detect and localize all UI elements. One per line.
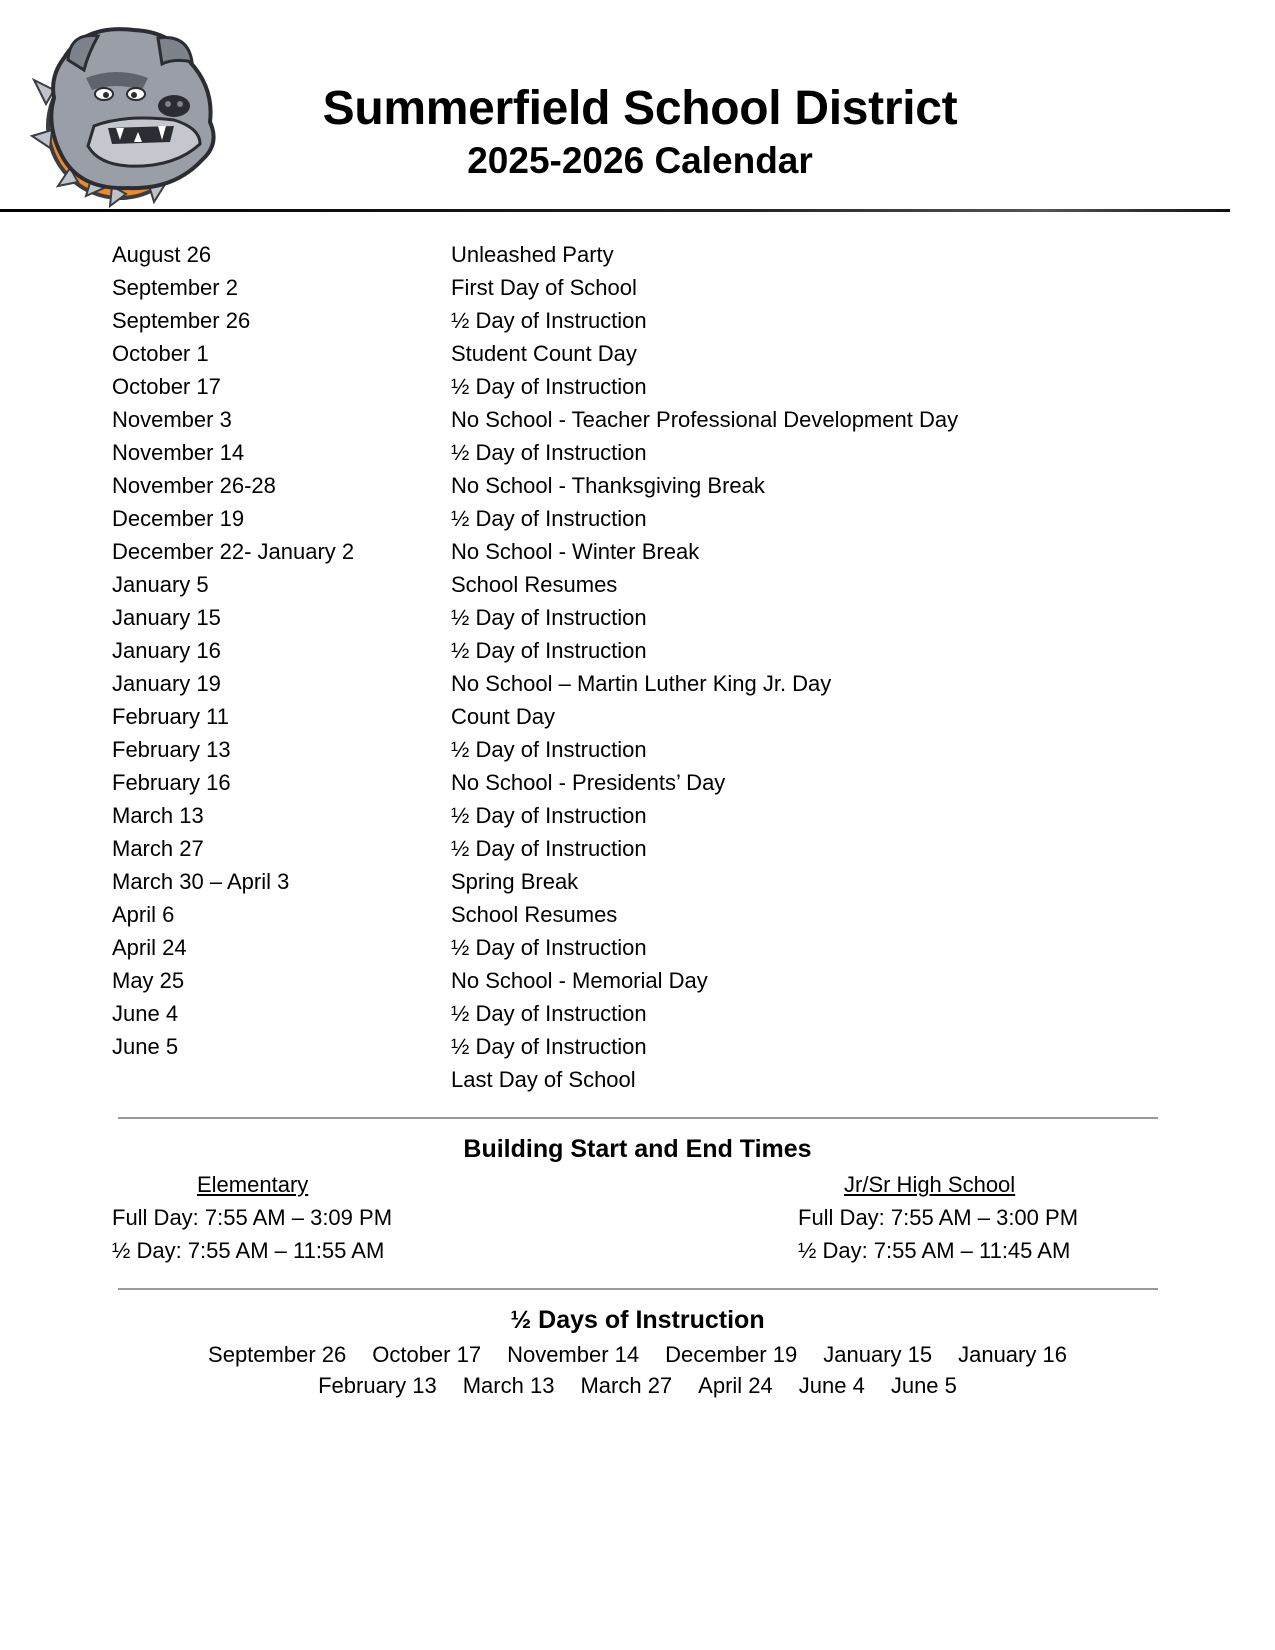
event-description: No School - Teacher Professional Development Day: [451, 407, 959, 432]
event-row: [112, 403, 1152, 436]
event-date: November 26-28: [112, 473, 276, 498]
half-day-date: April 24: [698, 1373, 773, 1398]
event-row: [112, 1063, 1152, 1096]
half-days-heading: ½ Days of Instruction: [510, 1306, 765, 1334]
building-times-heading: Building Start and End Times: [463, 1135, 812, 1163]
event-date: April 6: [112, 902, 175, 927]
event-row: [112, 634, 1152, 667]
event-date: February 11: [112, 704, 229, 729]
event-date: March 27: [112, 836, 204, 861]
event-description: No School - Winter Break: [451, 539, 700, 564]
event-date: September 26: [112, 308, 251, 333]
event-description: Spring Break: [451, 869, 579, 894]
half-day-date: February 13: [318, 1373, 437, 1398]
event-row: [112, 271, 1152, 304]
event-date: June 4: [112, 1001, 179, 1026]
event-date: April 24: [112, 935, 187, 960]
event-date: November 14: [112, 440, 245, 465]
event-description: ½ Day of Instruction: [451, 737, 647, 762]
event-date: October 1: [112, 341, 209, 366]
event-row: [112, 601, 1152, 634]
event-description: ½ Day of Instruction: [451, 638, 647, 663]
event-description: ½ Day of Instruction: [451, 1001, 647, 1026]
event-row: [112, 766, 1152, 799]
event-row: [112, 436, 1152, 469]
event-date: March 13: [112, 803, 204, 828]
event-description: School Resumes: [451, 572, 618, 597]
event-date: August 26: [112, 242, 212, 267]
event-description: Count Day: [451, 704, 555, 729]
event-date: March 30 – April 3: [112, 869, 290, 894]
event-description: School Resumes: [451, 902, 618, 927]
event-row: [112, 502, 1152, 535]
event-row: [112, 898, 1152, 931]
event-row: [112, 469, 1152, 502]
event-date: September 2: [112, 275, 238, 300]
high-school-label: Jr/Sr High School: [844, 1172, 1016, 1197]
event-description: ½ Day of Instruction: [451, 836, 647, 861]
half-day-date: January 15: [823, 1342, 933, 1367]
elementary-full-day: Full Day: 7:55 AM – 3:09 PM: [112, 1205, 393, 1230]
section-divider: [118, 1117, 1158, 1119]
high-school-full-day: Full Day: 7:55 AM – 3:00 PM: [798, 1205, 1079, 1230]
event-row: [112, 997, 1152, 1030]
event-row: [112, 700, 1152, 733]
page-title: Summerfield School District: [322, 82, 958, 135]
event-date: May 25: [112, 968, 185, 993]
section-divider: [118, 1288, 1158, 1290]
half-day-date: March 27: [580, 1373, 673, 1398]
event-description: Last Day of School: [451, 1067, 636, 1092]
half-day-date: October 17: [372, 1342, 482, 1367]
event-date: January 15: [112, 605, 221, 630]
elementary-label: Elementary: [197, 1172, 309, 1197]
half-days-row-2: [0, 1370, 1275, 1401]
event-description: ½ Day of Instruction: [451, 506, 647, 531]
event-description: ½ Day of Instruction: [451, 803, 647, 828]
event-row: [112, 568, 1152, 601]
page-subtitle: 2025-2026 Calendar: [467, 140, 813, 181]
event-date: February 13: [112, 737, 231, 762]
event-row: [112, 865, 1152, 898]
elementary-times: [112, 1168, 392, 1267]
event-description: ½ Day of Instruction: [451, 605, 647, 630]
event-row: [112, 337, 1152, 370]
event-description: No School - Presidents’ Day: [451, 770, 726, 795]
events-list: [112, 238, 1152, 1096]
event-date: December 22- January 2: [112, 539, 355, 564]
half-day-date: September 26: [208, 1342, 347, 1367]
event-description: Unleashed Party: [451, 242, 614, 267]
event-description: No School – Martin Luther King Jr. Day: [451, 671, 832, 696]
half-day-date: March 13: [462, 1373, 555, 1398]
event-row: [112, 304, 1152, 337]
half-day-date: December 19: [665, 1342, 798, 1367]
event-date: November 3: [112, 407, 232, 432]
event-date: January 16: [112, 638, 221, 663]
event-date: December 19: [112, 506, 245, 531]
half-day-date: January 16: [958, 1342, 1067, 1367]
event-row: [112, 1030, 1152, 1063]
event-date: February 16: [112, 770, 231, 795]
event-description: No School - Thanksgiving Break: [451, 473, 765, 498]
event-description: ½ Day of Instruction: [451, 1034, 647, 1059]
event-description: First Day of School: [451, 275, 637, 300]
event-date: October 17: [112, 374, 221, 399]
half-day-date: November 14: [507, 1342, 640, 1367]
event-description: ½ Day of Instruction: [451, 374, 647, 399]
half-days-row-1: [0, 1339, 1275, 1370]
event-row: [112, 370, 1152, 403]
event-description: No School - Memorial Day: [451, 968, 708, 993]
event-description: ½ Day of Instruction: [451, 440, 647, 465]
event-row: [112, 799, 1152, 832]
header-divider: [0, 209, 1230, 212]
event-description: ½ Day of Instruction: [451, 935, 647, 960]
elementary-half-day: ½ Day: 7:55 AM – 11:55 AM: [112, 1238, 385, 1263]
event-row: [112, 733, 1152, 766]
event-row: [112, 964, 1152, 997]
event-description: ½ Day of Instruction: [451, 308, 647, 333]
half-day-date: June 5: [890, 1373, 957, 1398]
half-day-date: June 4: [798, 1373, 865, 1398]
event-row: [112, 535, 1152, 568]
bulldog-mascot-icon: [24, 18, 232, 208]
event-date: January 19: [112, 671, 221, 696]
event-row: [112, 931, 1152, 964]
header: [230, 80, 1050, 184]
event-row: [112, 832, 1152, 865]
event-row: [112, 667, 1152, 700]
event-row: [112, 238, 1152, 271]
event-description: Student Count Day: [451, 341, 637, 366]
event-date: January 5: [112, 572, 209, 597]
event-date: June 5: [112, 1034, 179, 1059]
high-school-times: [798, 1168, 1078, 1267]
high-school-half-day: ½ Day: 7:55 AM – 11:45 AM: [798, 1238, 1071, 1263]
